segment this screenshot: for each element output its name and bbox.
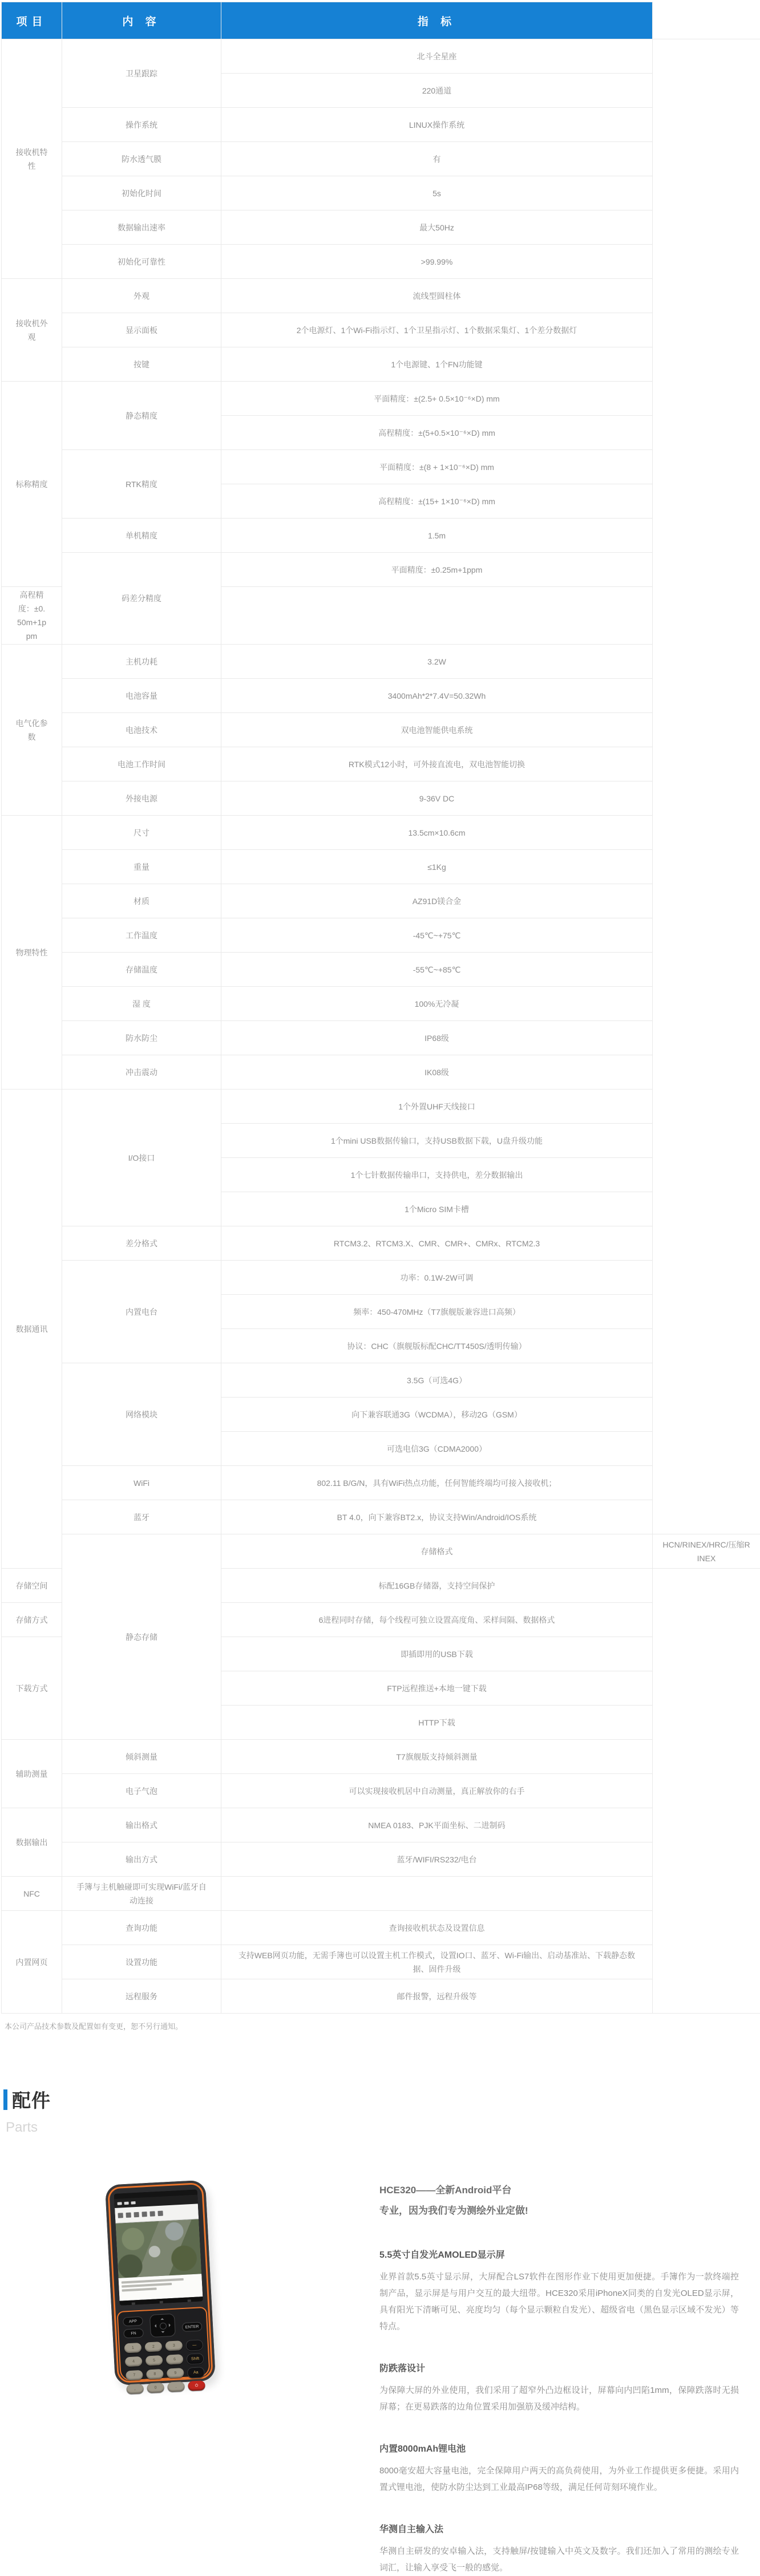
- spec-category-cell: 内置网页: [2, 1911, 62, 2014]
- spec-row: [2, 1021, 760, 1055]
- feature-heading: 防跌落设计: [379, 2361, 739, 2374]
- spec-value-cell: >99.99%: [221, 245, 653, 279]
- spec-value-cell: 1个mini USB数据传输口，支持USB数据下载，U盘升级功能: [221, 1124, 653, 1158]
- spec-value-cell: 平面精度：±(8 + 1×10⁻⁶×D) mm: [221, 450, 653, 484]
- spec-content-cell: I/O接口: [62, 1089, 221, 1226]
- spec-value-cell: 高程精度：±0.50m+1ppm: [2, 587, 62, 645]
- parts-title: 配件: [12, 2086, 51, 2113]
- spec-value-cell: T7旗舰版支持倾斜测量: [221, 1740, 653, 1774]
- spec-content-cell: 操作系统: [62, 108, 221, 142]
- spec-content-cell: RTK精度: [62, 450, 221, 519]
- spec-row: [2, 816, 760, 850]
- spec-value-cell: BT 4.0，向下兼容BT2.x，协议支持Win/Android/IOS系统: [221, 1500, 653, 1534]
- spec-value-cell: IP68级: [221, 1021, 653, 1055]
- device-photo-column: [0, 2180, 379, 2576]
- spec-row: [2, 1945, 760, 1979]
- spec-row: [2, 747, 760, 781]
- spec-row: [2, 1774, 760, 1808]
- spec-value-cell: 北斗全星座: [221, 39, 653, 74]
- spec-row: [2, 645, 760, 679]
- spec-side-value-cell: HCN/RINEX/HRC/压缩RINEX: [653, 1534, 760, 1569]
- spec-value-cell: 频率：450-470MHz（T7旗舰版兼容进口高频）: [221, 1295, 653, 1329]
- spec-row: [2, 1261, 760, 1295]
- spec-row: [2, 713, 760, 747]
- spec-value-cell: 1个电源键、1个FN功能键: [221, 347, 653, 382]
- spec-content-cell: 手簿与主机触碰即可实现WiFi/蓝牙自动连接: [62, 1877, 221, 1911]
- spec-row: [2, 210, 760, 245]
- device-key: 2: [144, 2342, 162, 2352]
- spec-category-cell: 接收机外观: [2, 279, 62, 382]
- spec-value-cell: 双电池智能供电系统: [221, 713, 653, 747]
- spec-row: [2, 108, 760, 142]
- spec-value-cell: 高程精度：±(5+0.5×10⁻⁶×D) mm: [221, 416, 653, 450]
- product-feature: [379, 2522, 739, 2576]
- spec-row: [2, 279, 760, 313]
- device-key: 1: [124, 2343, 142, 2354]
- spec-table: [1, 2, 760, 2014]
- spec-content-cell: 初始化可靠性: [62, 245, 221, 279]
- spec-row: [2, 313, 760, 347]
- spec-value-cell: LINUX操作系统: [221, 108, 653, 142]
- column-header: 项目: [2, 2, 62, 39]
- product-title-line1: HCE320——全新Android平台: [379, 2180, 739, 2201]
- spec-category-cell: 电气化参数: [2, 645, 62, 816]
- spec-row: [2, 918, 760, 953]
- spec-content-cell: 网络模块: [62, 1363, 221, 1466]
- spec-value-cell: 220通道: [221, 74, 653, 108]
- device-key: 9: [167, 2368, 184, 2379]
- spec-row: [2, 987, 760, 1021]
- spec-value-cell: 存储格式: [221, 1534, 653, 1569]
- column-header: 指 标: [221, 2, 653, 39]
- header-spacer: [653, 2, 760, 39]
- spec-row: [2, 450, 760, 484]
- device-key: 8: [146, 2369, 164, 2380]
- spec-value-cell: 查询接收机状态及设置信息: [221, 1911, 653, 1945]
- feature-heading: 华测自主输入法: [379, 2522, 739, 2535]
- spec-value-cell: NMEA 0183、PJK平面坐标、二进制码: [221, 1808, 653, 1842]
- spec-content-cell: 电池技术: [62, 713, 221, 747]
- spec-row: [2, 781, 760, 816]
- device-key-fn: FN: [123, 2328, 144, 2339]
- spec-content-cell: 卫星跟踪: [62, 39, 221, 108]
- spec-value-cell: 1个外置UHF天线接口: [221, 1089, 653, 1124]
- spec-value-cell: 5s: [221, 176, 653, 210]
- spec-row: [2, 1842, 760, 1877]
- feature-body: 业界首款5.5英寸显示屏，大屏配合LS7软件在图形作业下使用更加便捷。手簿作为一款终端控制产品，显示屏是与用户交互的最大纽带。HCE320采用iPhoneX同类的自发光OLED显示屏，具有阳光下清晰可见、亮度均匀（每个显示颗粒自发光）、超级省电（黑色显示区域不发光）等特点。: [379, 2269, 739, 2335]
- spec-row: [2, 1740, 760, 1774]
- spec-row: [2, 1979, 760, 2014]
- spec-value-cell: 支持WEB网页功能，无需手簿也可以设置主机工作模式，设置IO口、蓝牙、Wi-Fi输出、启动基准站、下载静态数据、固件升级: [221, 1945, 653, 1979]
- spec-content-cell: 主机功耗: [62, 645, 221, 679]
- spec-table-header-row: [2, 2, 760, 39]
- spec-content-cell: 码差分精度: [62, 553, 221, 645]
- spec-category-cell: 存储方式: [2, 1603, 62, 1637]
- hce320-device-photo: [105, 2180, 216, 2386]
- spec-value-cell: 3.2W: [221, 645, 653, 679]
- spec-value-cell: 功率：0.1W-2W可调: [221, 1261, 653, 1295]
- spec-content-cell: 差分格式: [62, 1226, 221, 1261]
- device-key-enter: ENTER: [182, 2322, 203, 2332]
- device-key: 7: [126, 2370, 143, 2381]
- spec-content-cell: 材质: [62, 884, 221, 918]
- spacer-cell: [653, 1569, 760, 2014]
- spec-row: [2, 1466, 760, 1500]
- spec-row: [2, 382, 760, 416]
- spec-row: [2, 1500, 760, 1534]
- spec-content-cell: 单机精度: [62, 519, 221, 553]
- spec-content-cell: 工作温度: [62, 918, 221, 953]
- spec-content-cell: 防水防尘: [62, 1021, 221, 1055]
- spec-value-cell: 3400mAh*2*7.4V=50.32Wh: [221, 679, 653, 713]
- device-keypad: [117, 2307, 211, 2381]
- spec-row: [2, 1226, 760, 1261]
- spec-content-cell: 重量: [62, 850, 221, 884]
- spec-content-cell: 查询功能: [62, 1911, 221, 1945]
- spec-content-cell: 内置电台: [62, 1261, 221, 1363]
- spec-value-cell: AZ91D镁合金: [221, 884, 653, 918]
- spec-value-cell: 有: [221, 142, 653, 176]
- spec-row: [2, 953, 760, 987]
- spec-value-cell: 100%无冷凝: [221, 987, 653, 1021]
- spec-row: [2, 1808, 760, 1842]
- parts-subtitle: Parts: [6, 2120, 760, 2136]
- spec-value-cell: 可以实现接收机居中自动测量，真正解放你的右手: [221, 1774, 653, 1808]
- spec-content-cell: 存储温度: [62, 953, 221, 987]
- spec-value-cell: 蓝牙/WIFI/RS232/电台: [221, 1842, 653, 1877]
- product-title-line2: 专业，因为我们专为测绘外业定做!: [379, 2201, 739, 2221]
- device-key: —: [185, 2339, 203, 2351]
- spec-value-cell: IK08级: [221, 1055, 653, 1089]
- spec-value-cell: 协议：CHC（旗舰版标配CHC/TT450S/透明传输）: [221, 1329, 653, 1363]
- spec-value-cell: HTTP下载: [221, 1706, 653, 1740]
- device-key: ⏻: [188, 2380, 205, 2391]
- spec-row: [2, 39, 760, 74]
- spec-content-cell: 远程服务: [62, 1979, 221, 2014]
- spec-row: [2, 1089, 760, 1124]
- device-key-grid: [124, 2339, 205, 2394]
- spec-content-cell: 尺寸: [62, 816, 221, 850]
- spec-row: [2, 679, 760, 713]
- spec-value-cell: 向下兼容联通3G（WCDMA），移动2G（GSM）: [221, 1398, 653, 1432]
- spec-value-cell: 2个电源灯、1个Wi-Fi指示灯、1个卫星指示灯、1个数据采集灯、1个差分数据灯: [221, 313, 653, 347]
- spec-content-cell: 倾斜测量: [62, 1740, 221, 1774]
- accessory-product-block: [0, 2180, 760, 2576]
- device-key: ,: [126, 2384, 144, 2395]
- spec-category-cell: 接收机特性: [2, 39, 62, 279]
- spec-value-cell: 13.5cm×10.6cm: [221, 816, 653, 850]
- spec-row: [2, 245, 760, 279]
- spec-value-cell: 3.5G（可选4G）: [221, 1363, 653, 1398]
- feature-body: 8000毫安超大容量电池，完全保障用户两天的高负荷使用，为外业工作提供更多便捷。采用内置式锂电池，使防水防尘达到工业最高IP68等级，满足任何苛刻环境作业。: [379, 2462, 739, 2496]
- spec-row: [2, 850, 760, 884]
- spec-value-cell: FTP远程推送+本地一键下载: [221, 1671, 653, 1706]
- spec-table-body: [2, 39, 760, 2014]
- spec-row: [2, 1055, 760, 1089]
- spec-value-cell: 1.5m: [221, 519, 653, 553]
- spec-content-cell: 数据输出速率: [62, 210, 221, 245]
- feature-list: [379, 2247, 739, 2576]
- spec-category-cell: 辅助测量: [2, 1740, 62, 1808]
- spec-row: [2, 519, 760, 553]
- spec-content-cell: 显示面板: [62, 313, 221, 347]
- device-key: .: [167, 2381, 185, 2392]
- spec-value-cell: 标配16GB存储器，支持空间保护: [221, 1569, 653, 1603]
- spec-content-cell: 防水透气膜: [62, 142, 221, 176]
- spec-row: [2, 1534, 760, 1569]
- spec-category-cell: 数据输出: [2, 1808, 62, 1877]
- device-key: 0: [147, 2383, 164, 2393]
- spec-row: [2, 884, 760, 918]
- spec-value-cell: ≤1Kg: [221, 850, 653, 884]
- spec-content-cell: 设置功能: [62, 1945, 221, 1979]
- feature-body: 华测自主研发的安卓输入法，支持触屏/按键输入中英文及数字。我们还加入了常用的测绘专业词汇，让输入享受飞一般的感觉。: [379, 2543, 739, 2576]
- product-feature: [379, 2247, 739, 2335]
- spec-content-cell: 电池容量: [62, 679, 221, 713]
- product-description-column: [379, 2180, 750, 2576]
- spec-category-cell: NFC: [2, 1877, 62, 1911]
- spec-value-cell: 802.11 B/G/N，具有WiFi热点功能，任何智能终端均可接入接收机；: [221, 1466, 653, 1500]
- spacer-cell: [653, 39, 760, 1534]
- spec-row: [2, 1911, 760, 1945]
- spec-row: [2, 1877, 760, 1911]
- spec-row: [2, 1363, 760, 1398]
- feature-body: 为保障大屏的外业使用，我们采用了超窄外凸边框设计，屏幕向内凹陷1mm，保障跌落时无损屏幕；在更易跌落的边角位置采用加强筋及缓冲结构。: [379, 2382, 739, 2415]
- device-key: 4: [125, 2356, 143, 2367]
- feature-heading: 5.5英寸自发光AMOLED显示屏: [379, 2247, 739, 2261]
- spec-content-cell: 按键: [62, 347, 221, 382]
- spec-content-cell: 静态精度: [62, 382, 221, 450]
- spec-category-cell: 标称精度: [2, 382, 62, 587]
- spec-value-cell: 平面精度：±(2.5+ 0.5×10⁻⁶×D) mm: [221, 382, 653, 416]
- device-key: Aa: [187, 2367, 205, 2379]
- spec-value-cell: 1个七针数据传输串口，支持供电，差分数据输出: [221, 1158, 653, 1192]
- device-key: Shift: [187, 2353, 204, 2365]
- spec-content-cell: 输出方式: [62, 1842, 221, 1877]
- product-feature: [379, 2361, 739, 2415]
- spec-value-cell: 1个Micro SIM卡槽: [221, 1192, 653, 1226]
- spec-value-cell: 平面精度：±0.25m+1ppm: [221, 553, 653, 587]
- spec-value-cell: 即插即用的USB下载: [221, 1637, 653, 1671]
- device-dpad: [149, 2314, 176, 2338]
- spec-content-cell: 静态存储: [62, 1534, 221, 1740]
- device-key: 5: [145, 2355, 163, 2366]
- spec-value-cell: RTK模式12小时，可外接直流电，双电池智能切换: [221, 747, 653, 781]
- spec-category-cell: 数据通讯: [2, 1089, 62, 1569]
- device-screen: [114, 2189, 203, 2305]
- product-feature: [379, 2441, 739, 2496]
- spec-value-cell: 6进程同时存储，每个线程可独立设置高度角、采样间隔、数据格式: [221, 1603, 653, 1637]
- column-header: 内 容: [62, 2, 221, 39]
- spec-row: [2, 553, 760, 587]
- spec-value-cell: -45℃~+75℃: [221, 918, 653, 953]
- spec-content-cell: 外接电源: [62, 781, 221, 816]
- spec-row: [2, 176, 760, 210]
- device-key: 3: [165, 2340, 183, 2351]
- spec-category-cell: 下载方式: [2, 1637, 62, 1740]
- device-key-app: APP: [123, 2316, 143, 2327]
- feature-heading: 内置8000mAh锂电池: [379, 2441, 739, 2455]
- spec-content-cell: 外观: [62, 279, 221, 313]
- spec-value-cell: -55℃~+85℃: [221, 953, 653, 987]
- spec-content-cell: 蓝牙: [62, 1500, 221, 1534]
- spec-category-cell: 物理特性: [2, 816, 62, 1089]
- spec-value-cell: 9-36V DC: [221, 781, 653, 816]
- spec-category-cell: 存储空间: [2, 1569, 62, 1603]
- spec-value-cell: 流线型圆柱体: [221, 279, 653, 313]
- disclaimer-note: 本公司产品技术参数及配置如有变更，恕不另行通知。: [5, 2020, 760, 2031]
- device-map-view: [115, 2219, 201, 2278]
- device-key: 6: [166, 2354, 184, 2365]
- section-accent-bar: [3, 2089, 7, 2110]
- spec-content-cell: 电池工作时间: [62, 747, 221, 781]
- parts-section-header: [3, 2086, 760, 2113]
- spec-value-cell: 高程精度：±(15+ 1×10⁻⁶×D) mm: [221, 484, 653, 519]
- spec-value-cell: 最大50Hz: [221, 210, 653, 245]
- spec-value-cell: [221, 1877, 653, 1911]
- spec-row: [2, 142, 760, 176]
- spec-value-cell: 邮件报警，远程升级等: [221, 1979, 653, 2014]
- spec-row: [2, 347, 760, 382]
- spec-value-cell: RTCM3.2、RTCM3.X、CMR、CMR+、CMRx、RTCM2.3: [221, 1226, 653, 1261]
- spec-content-cell: 湿 度: [62, 987, 221, 1021]
- spec-value-cell: 可选电信3G（CDMA2000）: [221, 1432, 653, 1466]
- spec-content-cell: 电子气泡: [62, 1774, 221, 1808]
- spec-content-cell: 冲击震动: [62, 1055, 221, 1089]
- spec-content-cell: WiFi: [62, 1466, 221, 1500]
- spec-content-cell: 输出格式: [62, 1808, 221, 1842]
- spec-content-cell: 初始化时间: [62, 176, 221, 210]
